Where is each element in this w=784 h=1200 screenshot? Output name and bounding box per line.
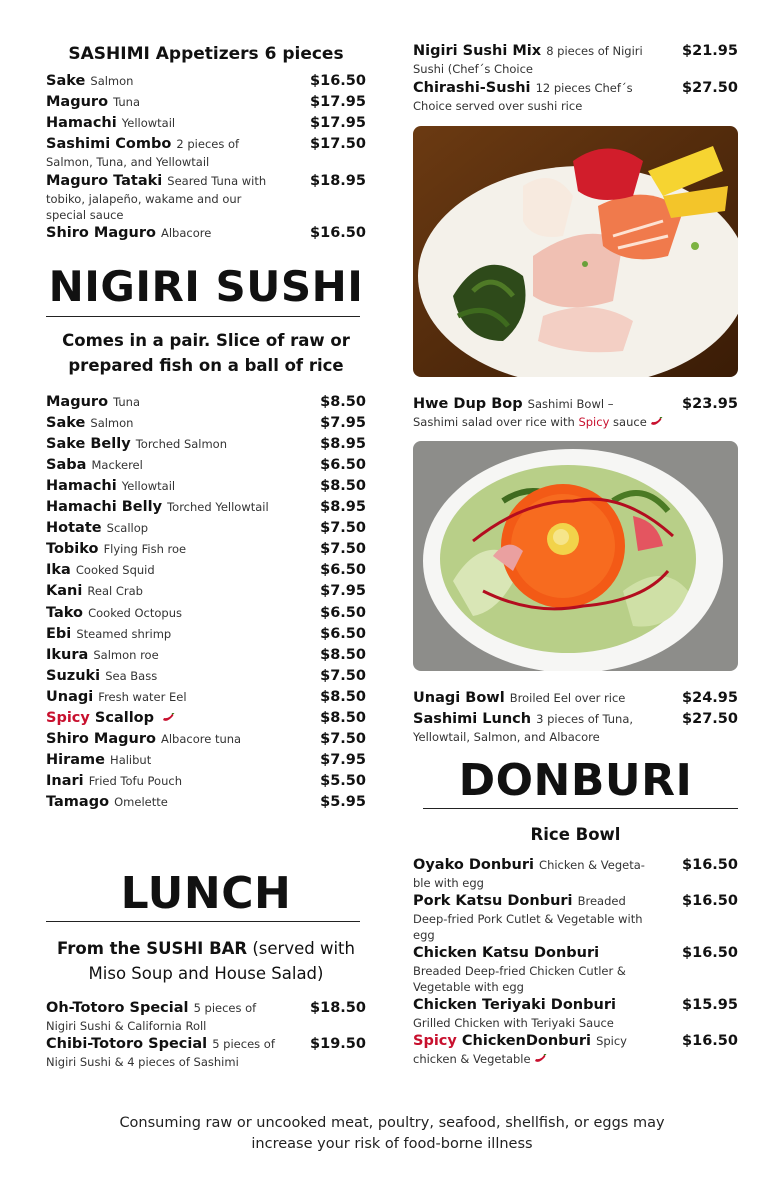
menu-item xyxy=(413,944,738,995)
item-desc-cont xyxy=(413,1051,738,1067)
item-name: Saba xyxy=(46,457,87,474)
item-name: Hamachi xyxy=(46,478,117,495)
menu-item xyxy=(46,224,366,243)
lunch-title: LUNCH xyxy=(120,868,292,919)
hwe-dup-bop-photo xyxy=(413,441,738,671)
nigiri-item xyxy=(46,456,366,475)
nigiri-subtitle-1: Comes in a pair. Slice of raw or xyxy=(62,331,350,350)
item-price: $8.50 xyxy=(320,646,366,663)
item-desc: Albacore xyxy=(161,226,212,240)
item-desc: Scallop xyxy=(106,521,149,536)
desc-part: chicken & Vegetable xyxy=(413,1052,531,1066)
nigiri-item xyxy=(46,561,366,580)
item-desc-cont: Nigiri Sushi & California Roll xyxy=(46,1019,207,1033)
item-name: Unagi xyxy=(46,688,94,705)
item-name: Sashimi Lunch xyxy=(413,711,532,727)
item-desc: Steamed shrimp xyxy=(76,626,172,641)
nigiri-item xyxy=(46,435,366,454)
item-price: $21.95 xyxy=(682,43,738,59)
item-name: Sake xyxy=(46,73,86,89)
item-desc: Flying Fish roe xyxy=(103,542,187,557)
item-name: Ika xyxy=(46,562,71,579)
item-name: Tako xyxy=(46,604,84,621)
item-price: $27.50 xyxy=(682,711,738,727)
nigiri-item xyxy=(46,604,366,623)
item-name: Tamago xyxy=(46,793,110,810)
menu-item xyxy=(413,710,738,745)
nigiri-item xyxy=(46,730,366,749)
item-price: $17.95 xyxy=(310,94,366,110)
item-desc: Cooked Octopus xyxy=(88,605,182,620)
item-desc: 5 pieces of xyxy=(212,1037,275,1051)
item-name: Ebi xyxy=(46,625,72,642)
item-price: $5.95 xyxy=(320,793,366,810)
nigiri-item xyxy=(46,667,366,686)
lunch-subtitle-1 xyxy=(46,936,366,961)
item-name: Pork Katsu Donburi xyxy=(413,893,573,909)
item-name: Sake Belly xyxy=(46,436,131,453)
item-price: $8.50 xyxy=(320,709,366,726)
disclaimer-line-2: increase your risk of food-borne illness xyxy=(251,1136,533,1152)
nigiri-item xyxy=(46,688,366,707)
spicy-label: Spicy xyxy=(46,709,90,726)
item-desc: Cooked Squid xyxy=(75,563,155,578)
item-price: $16.50 xyxy=(682,857,738,873)
item-price: $8.50 xyxy=(320,394,366,410)
item-name: Hirame xyxy=(46,751,105,768)
item-desc: Breaded xyxy=(577,894,626,908)
nigiri-item xyxy=(46,625,366,644)
item-desc-cont: Salmon, Tuna, and Yellowtail xyxy=(46,155,210,169)
item-name: ChickenDonburi xyxy=(461,1033,591,1049)
menu-item xyxy=(413,689,738,708)
nigiri-item xyxy=(46,793,366,812)
sashimi-appetizers-title: SASHIMI Appetizers 6 pieces xyxy=(68,44,344,64)
item-name: Hamachi xyxy=(46,115,117,131)
nigiri-sushi-title: NIGIRI SUSHI xyxy=(48,262,364,311)
spicy-label: Spicy xyxy=(413,1033,457,1049)
chili-pepper-icon xyxy=(534,1054,547,1064)
item-name: Scallop xyxy=(94,709,155,726)
nigiri-item xyxy=(46,709,366,728)
chili-pepper-icon xyxy=(162,713,175,723)
menu-item xyxy=(46,999,366,1034)
menu-item xyxy=(413,79,738,114)
item-name: Maguro xyxy=(46,94,109,110)
menu-item xyxy=(413,1032,738,1067)
item-desc-cont: special sauce xyxy=(46,208,124,222)
item-price: $16.50 xyxy=(682,1033,738,1049)
item-price: $7.50 xyxy=(320,541,366,558)
donburi-title: DONBURI xyxy=(458,755,693,806)
lunch-subtitle-rest: (served with xyxy=(247,939,355,958)
item-price: $17.95 xyxy=(310,115,366,131)
menu-item xyxy=(413,856,738,891)
item-desc: Yellowtail xyxy=(121,479,176,494)
item-name: Tobiko xyxy=(46,541,99,558)
item-name: Chicken Teriyaki Donburi xyxy=(413,997,616,1013)
menu-item xyxy=(46,114,366,133)
item-price: $7.95 xyxy=(320,583,366,600)
nigiri-item xyxy=(46,582,366,601)
item-price: $6.50 xyxy=(320,604,366,621)
item-desc: Chicken & Vegeta- xyxy=(539,858,645,872)
item-desc: Real Crab xyxy=(87,584,143,599)
item-desc: 12 pieces Chef´s xyxy=(535,81,633,95)
item-desc-cont: Nigiri Sushi & 4 pieces of Sashimi xyxy=(46,1055,239,1069)
item-desc-cont: Grilled Chicken with Teriyaki Sauce xyxy=(413,1016,614,1030)
item-desc: Sashimi Bowl – xyxy=(527,397,614,411)
food-safety-disclaimer xyxy=(0,1113,784,1155)
item-name: Unagi Bowl xyxy=(413,690,505,706)
item-desc: Salmon roe xyxy=(93,647,159,662)
item-name: Hotate xyxy=(46,520,102,537)
item-desc: Salmon xyxy=(90,74,134,88)
menu-item xyxy=(413,892,738,943)
item-name: Chirashi-Sushi xyxy=(413,80,531,96)
item-desc: 3 pieces of Tuna, xyxy=(536,712,634,726)
nigiri-item xyxy=(46,414,366,433)
nigiri-item xyxy=(46,540,366,559)
item-desc: 5 pieces of xyxy=(193,1001,257,1015)
item-price: $8.50 xyxy=(320,688,366,705)
item-desc-cont: Choice served over sushi rice xyxy=(413,99,583,113)
item-desc-cont: Breaded Deep-fried Chicken Cutler & xyxy=(413,964,626,978)
item-name: Shiro Maguro xyxy=(46,730,156,747)
item-name: Chicken Katsu Donburi xyxy=(413,945,600,961)
item-desc: Torched Yellowtail xyxy=(167,500,269,515)
item-desc: 8 pieces of Nigiri xyxy=(546,44,643,58)
item-desc-cont: Sushi (Chef´s Choice xyxy=(413,62,533,76)
menu-item xyxy=(413,42,738,77)
item-desc-cont: tobiko, jalapeño, wakame and our xyxy=(46,192,242,206)
sashimi-platter-image xyxy=(413,126,738,377)
menu-item-hwe-dup-bop xyxy=(413,395,738,430)
item-name: Sake xyxy=(46,415,86,432)
item-price: $18.50 xyxy=(310,1000,366,1016)
sashimi-platter-photo xyxy=(413,126,738,377)
item-desc-cont xyxy=(413,414,738,430)
menu-item xyxy=(46,72,366,91)
item-price: $16.50 xyxy=(682,893,738,909)
donburi-subtitle: Rice Bowl xyxy=(530,825,621,844)
item-name: Shiro Maguro xyxy=(46,225,156,241)
spicy-label: Spicy xyxy=(578,415,610,429)
item-price: $7.95 xyxy=(320,751,366,768)
divider xyxy=(423,808,738,809)
nigiri-item xyxy=(46,772,366,791)
item-price: $23.95 xyxy=(682,396,738,412)
item-price: $6.50 xyxy=(320,562,366,579)
item-price: $6.50 xyxy=(320,625,366,642)
item-desc: Fried Tofu Pouch xyxy=(88,773,182,788)
nigiri-item xyxy=(46,393,366,412)
item-name: Oh-Totoro Special xyxy=(46,1000,189,1016)
nigiri-item xyxy=(46,477,366,496)
item-desc: Yellowtail xyxy=(121,116,176,130)
menu-item xyxy=(46,172,366,223)
desc-part: Sashimi salad over rice with xyxy=(413,415,579,429)
item-desc-cont: ble with egg xyxy=(413,876,484,890)
lunch-subtitle-2: Miso Soup and House Salad) xyxy=(88,964,324,983)
item-price: $19.50 xyxy=(310,1036,366,1052)
item-desc: Tuna xyxy=(113,95,140,109)
item-price: $8.95 xyxy=(320,499,366,516)
item-desc: Seared Tuna with xyxy=(167,174,267,188)
disclaimer-line-1: Consuming raw or uncooked meat, poultry, seafood, shellfish, or eggs may xyxy=(119,1115,665,1131)
menu-item xyxy=(46,135,366,170)
item-desc: Albacore tuna xyxy=(161,731,242,746)
item-name: Hwe Dup Bop xyxy=(413,396,523,412)
item-desc: Halibut xyxy=(110,752,152,767)
item-desc: 2 pieces of xyxy=(176,137,240,151)
item-desc-cont: Yellowtail, Salmon, and Albacore xyxy=(413,730,600,744)
item-desc: Mackerel xyxy=(91,458,143,473)
item-price: $6.50 xyxy=(320,457,366,474)
nigiri-item xyxy=(46,498,366,517)
item-desc-cont: Deep-fried Pork Cutlet & Vegetable with xyxy=(413,912,643,926)
divider xyxy=(46,921,360,922)
menu-item xyxy=(413,996,738,1031)
item-name: Ikura xyxy=(46,646,89,663)
item-name: Maguro Tataki xyxy=(46,173,163,189)
item-price: $16.50 xyxy=(310,73,366,89)
item-name: Inari xyxy=(46,772,84,789)
item-price: $8.95 xyxy=(320,436,366,453)
chili-pepper-icon xyxy=(650,417,663,427)
item-desc: Sea Bass xyxy=(105,668,158,683)
item-price: $7.95 xyxy=(320,415,366,432)
item-desc: Fresh water Eel xyxy=(98,689,187,704)
nigiri-item xyxy=(46,646,366,665)
item-price: $7.50 xyxy=(320,730,366,747)
item-price: $16.50 xyxy=(682,945,738,961)
item-price: $18.95 xyxy=(310,173,366,189)
menu-item xyxy=(46,93,366,112)
item-name: Sashimi Combo xyxy=(46,136,172,152)
item-name: Oyako Donburi xyxy=(413,857,534,873)
item-desc: Broiled Eel over rice xyxy=(509,691,626,705)
lunch-subtitle-bold: From the SUSHI BAR xyxy=(57,939,248,958)
item-name: Kani xyxy=(46,583,83,600)
item-name: Nigiri Sushi Mix xyxy=(413,43,542,59)
item-price: $8.50 xyxy=(320,478,366,495)
item-desc-cont: egg xyxy=(413,928,435,942)
item-name: Hamachi Belly xyxy=(46,499,163,516)
nigiri-item xyxy=(46,751,366,770)
desc-part: sauce xyxy=(609,415,647,429)
item-desc: Tuna xyxy=(113,395,140,409)
menu-item xyxy=(46,1035,366,1070)
item-desc-spicy: Spicy xyxy=(596,1034,627,1048)
divider xyxy=(46,316,360,317)
item-name: Chibi-Totoro Special xyxy=(46,1036,208,1052)
item-desc: Torched Salmon xyxy=(135,437,228,452)
item-price: $24.95 xyxy=(682,690,738,706)
item-price: $27.50 xyxy=(682,80,738,96)
item-desc: Salmon xyxy=(90,416,134,431)
hwe-dup-bop-image xyxy=(413,441,738,671)
item-price: $7.50 xyxy=(320,520,366,537)
nigiri-subtitle-2: prepared fish on a ball of rice xyxy=(68,356,344,375)
item-price: $17.50 xyxy=(310,136,366,152)
item-price: $16.50 xyxy=(310,225,366,241)
item-desc: Omelette xyxy=(114,794,168,809)
nigiri-item xyxy=(46,519,366,538)
item-price: $7.50 xyxy=(320,667,366,684)
item-price: $5.50 xyxy=(320,772,366,789)
item-name: Suzuki xyxy=(46,667,101,684)
item-desc-cont: Vegetable with egg xyxy=(413,980,524,994)
item-name: Maguro xyxy=(46,394,109,410)
item-price: $15.95 xyxy=(682,997,738,1013)
